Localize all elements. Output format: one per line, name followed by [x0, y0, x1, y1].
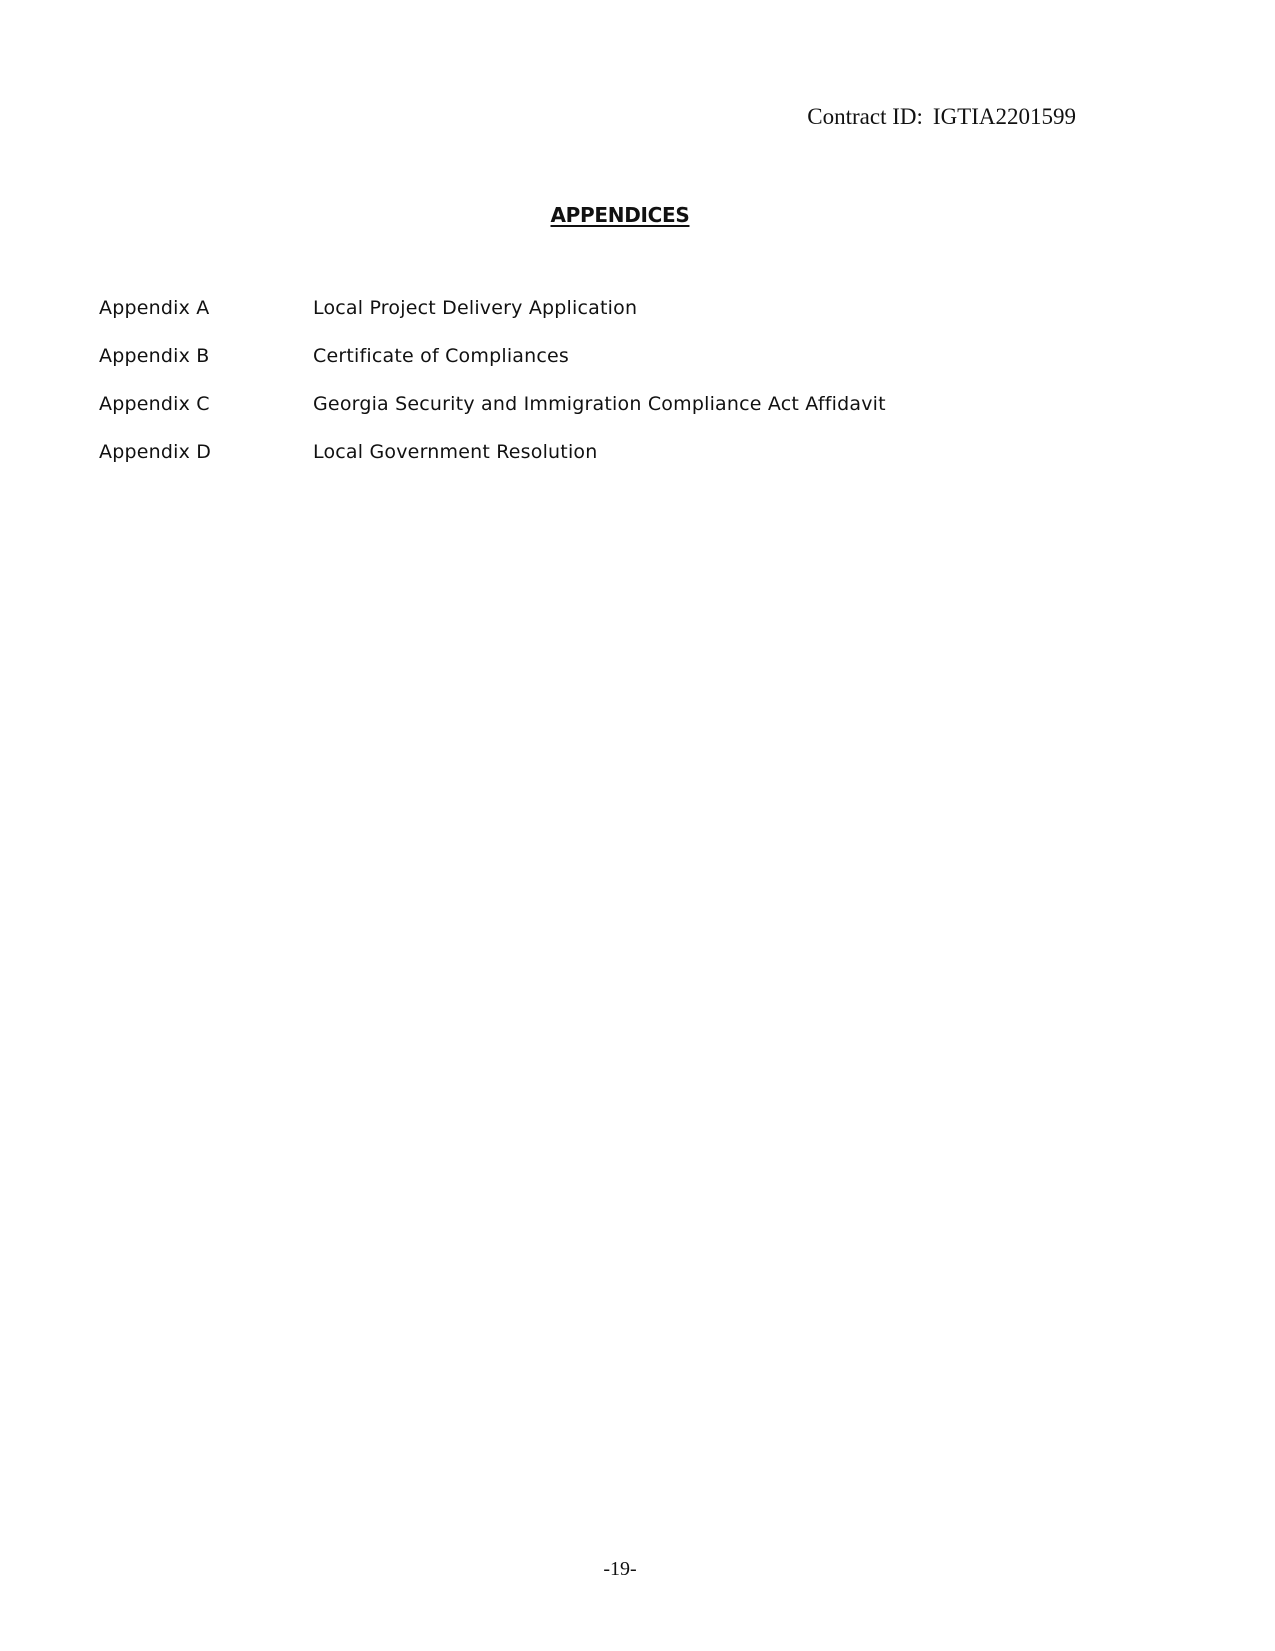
contract-id-value: IGTIA2201599	[932, 104, 1076, 129]
section-title: APPENDICES	[550, 203, 690, 227]
page-number: -19-	[603, 1558, 637, 1580]
appendix-label: Appendix C	[99, 393, 210, 415]
appendix-description: Georgia Security and Immigration Compliance Act Affidavit	[313, 393, 886, 415]
appendix-item-d	[99, 440, 999, 488]
appendix-label: Appendix B	[99, 345, 210, 367]
appendix-item-b	[99, 344, 999, 392]
appendix-item-c	[99, 392, 999, 440]
contract-id-header	[807, 104, 1076, 130]
appendix-label: Appendix A	[99, 297, 210, 319]
appendix-item-a	[99, 296, 999, 344]
appendix-list	[99, 296, 999, 488]
appendix-description: Certificate of Compliances	[313, 345, 570, 367]
appendix-label: Appendix D	[99, 441, 212, 463]
appendix-description: Local Project Delivery Application	[313, 297, 638, 319]
contract-id-label: Contract ID:	[807, 104, 923, 129]
appendix-description: Local Government Resolution	[313, 441, 598, 463]
